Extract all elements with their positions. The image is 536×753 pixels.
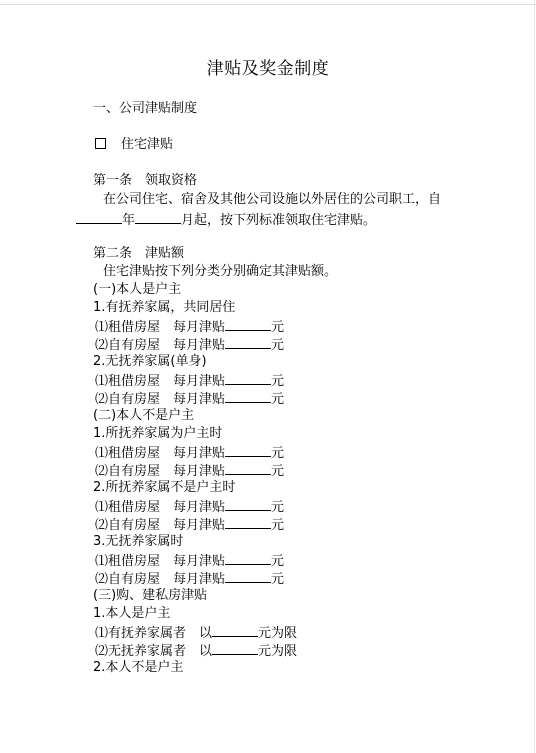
page-top-border <box>0 4 536 5</box>
allowance-line <box>95 318 284 336</box>
part3-heading: (三)购、建私房津贴 <box>93 588 208 603</box>
article1-line2-text: 月起，按下列标准领取住宅津贴。 <box>181 213 377 228</box>
unit-label: 元 <box>271 464 285 479</box>
unit-label: 元 <box>271 500 285 515</box>
allowance-line <box>95 336 284 354</box>
article1-text-line2 <box>76 211 376 229</box>
allowance-label: ⑴租借房屋 每月津贴 <box>95 374 226 389</box>
allowance-line <box>95 462 284 480</box>
article1-text-line1: 在公司住宅、宿舍及其他公司设施以外居住的公司职工，自 <box>103 192 442 207</box>
allowance-line <box>95 570 284 588</box>
limit-label: ⑵无抚养家属者 以 <box>95 644 213 659</box>
amount-blank <box>225 570 271 583</box>
year-label: 年 <box>122 213 136 228</box>
allowance-label: ⑵自有房屋 每月津贴 <box>95 392 226 407</box>
amount-blank <box>225 318 271 331</box>
amount-blank <box>225 372 271 385</box>
limit-blank <box>212 642 258 655</box>
unit-label: 元 <box>271 392 285 407</box>
part1-item1: 1.有抚养家属，共同居住 <box>93 300 236 315</box>
part3-item2: 2.本人不是户主 <box>93 660 184 675</box>
year-blank <box>76 211 122 224</box>
allowance-label: ⑵自有房屋 每月津贴 <box>95 572 226 587</box>
allowance-line <box>95 498 284 516</box>
unit-label: 元 <box>271 518 285 533</box>
subsection-label: 住宅津贴 <box>121 137 174 152</box>
article2-intro: 住宅津贴按下列分类分别确定其津贴额。 <box>103 264 338 279</box>
part2-item3: 3.无抚养家属时 <box>93 534 184 549</box>
part2-item1: 1.所抚养家属为户主时 <box>93 426 223 441</box>
part3-item1: 1.本人是户主 <box>93 606 171 621</box>
allowance-line <box>95 516 284 534</box>
amount-blank <box>225 498 271 511</box>
unit-label: 元 <box>271 572 285 587</box>
limit-suffix: 元为限 <box>258 626 298 641</box>
amount-blank <box>225 390 271 403</box>
allowance-line <box>95 444 284 462</box>
allowance-line <box>95 552 284 570</box>
unit-label: 元 <box>271 374 285 389</box>
allowance-label: ⑴租借房屋 每月津贴 <box>95 554 226 569</box>
limit-line <box>95 642 297 660</box>
unit-label: 元 <box>271 446 285 461</box>
amount-blank <box>225 336 271 349</box>
limit-suffix: 元为限 <box>258 644 298 659</box>
amount-blank <box>225 444 271 457</box>
part2-item2: 2.所抚养家属不是户主时 <box>93 480 236 495</box>
article2-heading: 第二条 津贴额 <box>93 246 185 261</box>
unit-label: 元 <box>271 320 285 335</box>
part1-item2: 2.无抚养家属(单身) <box>93 354 207 369</box>
article1-heading: 第一条 领取资格 <box>93 173 198 188</box>
document-title: 津贴及奖金制度 <box>206 59 330 79</box>
allowance-label: ⑴租借房屋 每月津贴 <box>95 320 226 335</box>
limit-blank <box>212 624 258 637</box>
allowance-label: ⑵自有房屋 每月津贴 <box>95 464 226 479</box>
part2-heading: (二)本人不是户主 <box>93 408 195 423</box>
allowance-label: ⑴租借房屋 每月津贴 <box>95 446 226 461</box>
allowance-label: ⑵自有房屋 每月津贴 <box>95 338 226 353</box>
limit-label: ⑴有抚养家属者 以 <box>95 626 213 641</box>
part1-heading: (一)本人是户主 <box>93 282 182 297</box>
allowance-label: ⑴租借房屋 每月津贴 <box>95 500 226 515</box>
allowance-line <box>95 390 284 408</box>
checkbox-icon <box>95 138 106 149</box>
unit-label: 元 <box>271 338 285 353</box>
amount-blank <box>225 462 271 475</box>
unit-label: 元 <box>271 554 285 569</box>
allowance-line <box>95 372 284 390</box>
amount-blank <box>225 516 271 529</box>
section-heading: 一、公司津贴制度 <box>93 101 198 116</box>
amount-blank <box>225 552 271 565</box>
month-blank <box>135 211 181 224</box>
subsection-heading <box>95 137 173 153</box>
allowance-label: ⑵自有房屋 每月津贴 <box>95 518 226 533</box>
limit-line <box>95 624 297 642</box>
page-right-border <box>534 0 535 753</box>
